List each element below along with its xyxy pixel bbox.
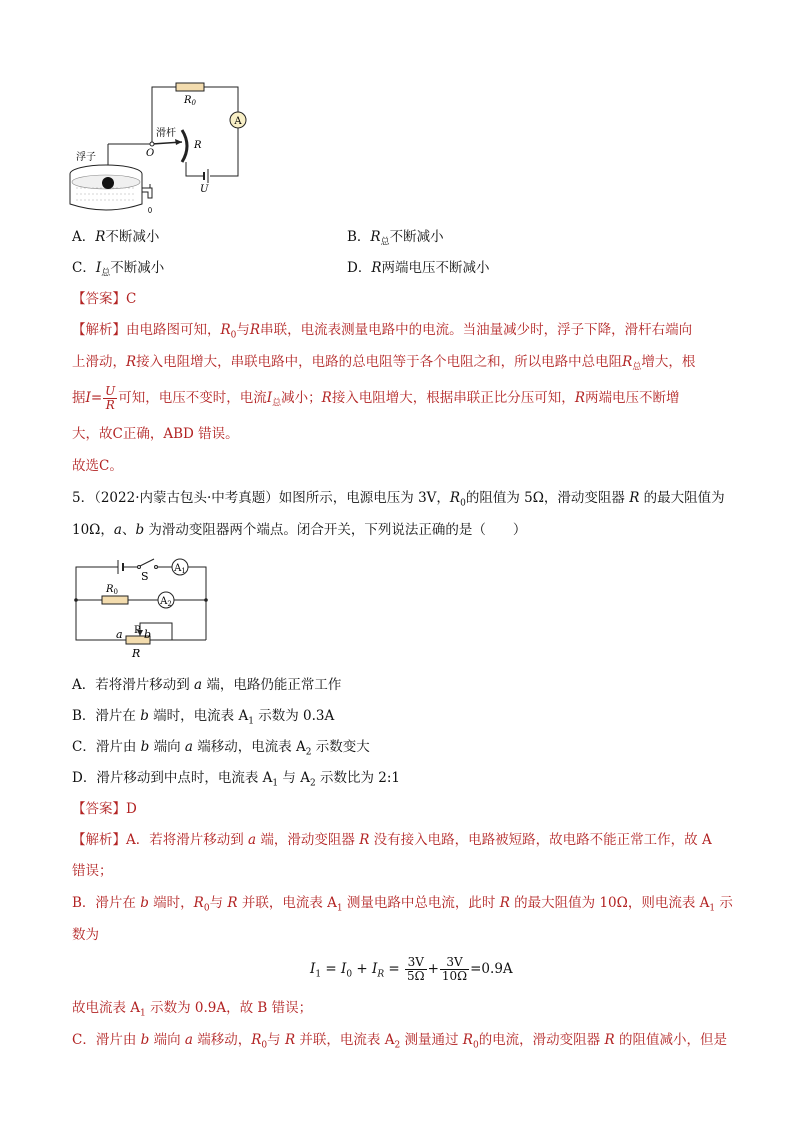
resistor-r0 [176, 83, 204, 91]
slider-p-label: P [134, 625, 141, 636]
q5-answer: 【答案】D [72, 801, 137, 817]
q4-option-b: B．$R_总$不断减小 [347, 229, 444, 248]
q4-exp-line4: 大，故C正确，ABD 错误。 [72, 426, 239, 442]
formula-fraction-1: $\frac{3V}{5\Omega}$ [407, 955, 425, 983]
fuel-gauge-circuit-figure [68, 76, 258, 220]
current-formula: $I_1 = I_0 + I_R$ = $\frac{3V}{5\Omega}$ + $\frac{3V}{10\Omega}$ =0.9A [310, 955, 513, 983]
ammeter-label: A [234, 116, 242, 127]
q4-conclude: 故选C。 [72, 458, 123, 474]
formula-fraction-2: $\frac{3V}{10\Omega}$ [441, 955, 468, 983]
res-r-label: R [132, 647, 141, 660]
slider-label: 滑杆 [156, 128, 176, 139]
q5-stem-line2: 10Ω，a、b 为滑动变阻器两个端点。闭合开关，下列说法正确的是（ ） [72, 522, 527, 538]
q5-exp-a-line2: 错误； [72, 863, 113, 879]
q4-option-a: A．R不断减小 [72, 229, 160, 245]
r0-label: $R_0$ [106, 584, 118, 596]
q4-option-d: D．R两端电压不断减小 [347, 260, 490, 276]
q5-exp-b-line3: 故电流表 $A_1$ 示数为 0.9A，故 B 错误； [72, 1000, 313, 1019]
q5-option-d: D．滑片移动到中点时，电流表 $A_1$ 与 $A_2$ 示数比为 2:1 [72, 770, 400, 789]
q4-exp-line1: 【解析】由电路图可知，$R_0$与R串联，电流表测量电路中的电流。当油量减少时，浮子下降，滑杆右端向 [72, 322, 693, 341]
q5-option-c: C．滑片由 b 端向 a 端移动，电流表 $A_2$ 示数变大 [72, 739, 370, 758]
q5-exp-c-line1: C．滑片由 b 端向 a 端移动，$R_0$与 R 并联，电流表 $A_2$ 测量通过 $R_0$的电流，滑动变阻器 R 的阻值减小，但是 [72, 1032, 727, 1051]
arc-resistor [182, 130, 187, 162]
q5-stem-line1: 5．（2022·内蒙古包头·中考真题）如图所示，电源电压为 3V，$R_0$的阻值为 5Ω，滑动变阻器 R 的最大阻值为 [72, 490, 725, 509]
q4-option-c: C．$I_总$不断减小 [72, 260, 165, 279]
float-label: 浮子 [76, 152, 96, 163]
ohm-law-fraction: $\frac{U}{R}$ [105, 384, 116, 412]
r0-label: $R_0$ [184, 95, 196, 107]
parallel-circuit-figure [68, 550, 214, 662]
end-a-label: a [116, 628, 123, 641]
end-b-label: b [144, 628, 152, 641]
q5-exp-b-line2: 数为 [72, 927, 99, 943]
resistor-r0 [102, 596, 128, 604]
q4-exp-line3: 据I= $\frac{U}{R}$ 可知，电压不变时，电流$I_总$减小；R接入电阻增大，根据串联正比分压可知，R两端电压不断增 [72, 384, 680, 412]
q4-exp-line2: 上滑动，R接入电阻增大，串联电路中，电路的总电阻等于各个电阻之和，所以电路中总电阻$R_总$增大，根 [72, 354, 696, 373]
switch-label: S [141, 570, 149, 583]
float-ball [102, 177, 114, 189]
q5-option-a: A．若将滑片移动到 a 端，电路仍能正常工作 [72, 677, 342, 693]
q5-exp-b-line1: B．滑片在 b 端时，$R_0$与 R 并联，电流表 $A_1$ 测量电路中总电流，此时 R 的最大阻值为 10Ω，则电流表 $A_1$ 示 [72, 895, 733, 914]
voltage-label: U [200, 184, 209, 195]
q5-exp-a-line1: 【解析】A．若将滑片移动到 a 端，滑动变阻器 R 没有接入电路，电路被短路，故电路不能正常工作，故 A [72, 832, 712, 848]
res-r-label: R [194, 140, 202, 151]
ammeter-a1-label: $A_1$ [174, 563, 186, 575]
q5-option-b: B．滑片在 b 端时，电流表 $A_1$ 示数为 0.3A [72, 708, 335, 727]
tap-icon [142, 188, 152, 198]
ammeter-a2-label: $A_2$ [160, 596, 172, 608]
pivot-label: O [146, 148, 155, 159]
q4-answer: 【答案】C [72, 291, 137, 307]
